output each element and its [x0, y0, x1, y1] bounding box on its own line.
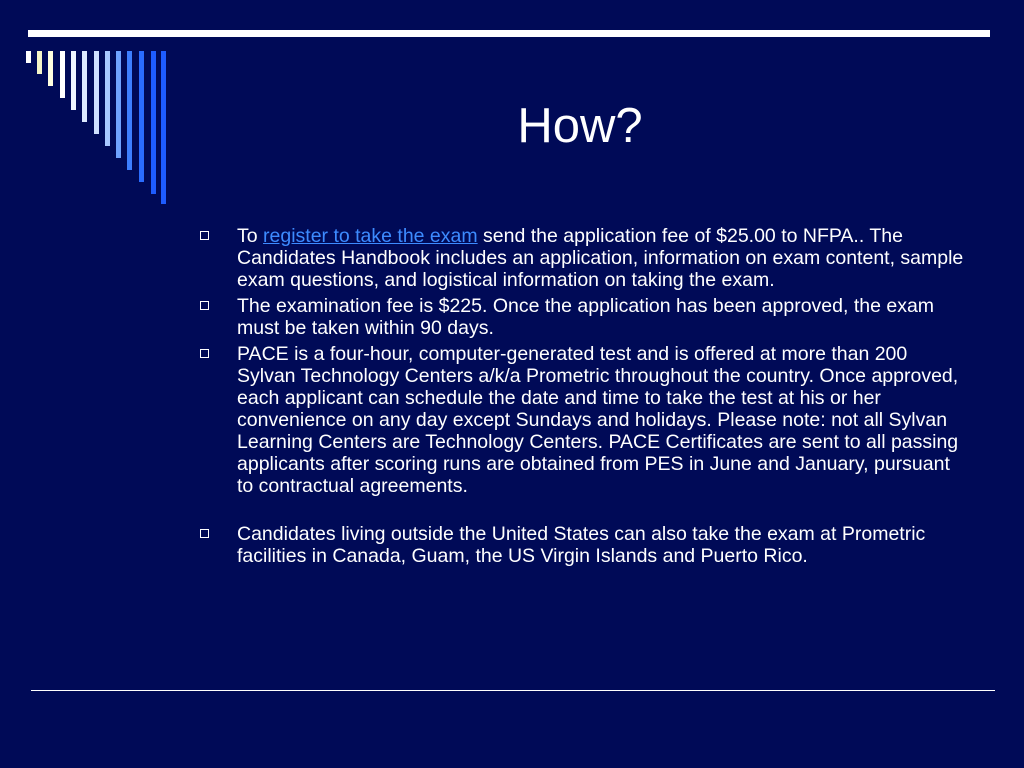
- bullet-item-fee: [200, 295, 970, 339]
- square-bullet-icon: [200, 349, 209, 358]
- bullet-text: PACE is a four-hour, computer-generated test and is offered at more than 200 Sylvan Technology Centers a/k/a Prometric throughout the country. Once approved, each applicant can schedule the date and time to take the test at his or her convenience on any day except Sundays and holidays. Please note: not all Sylvan Learning Centers are Technology Centers. PACE Certificates are sent to all passing applicants after scoring runs are obtained from PES in June and January, pursuant to contractual agreements.: [237, 343, 959, 497]
- decorative-bar: [71, 51, 76, 110]
- decorative-bar: [151, 51, 156, 194]
- decorative-bar: [127, 51, 132, 170]
- bullet-text: Candidates living outside the United States can also take the exam at Prometric facilities in Canada, Guam, the US Virgin Islands and Puerto Rico.: [237, 523, 926, 567]
- bullet-item-international: [200, 523, 970, 567]
- bullet-item-register: [200, 225, 970, 291]
- decorative-bar: [161, 51, 166, 204]
- decorative-bar: [60, 51, 65, 98]
- slide-title: How?: [517, 99, 643, 153]
- decorative-bar: [82, 51, 87, 122]
- square-bullet-icon: [200, 301, 209, 310]
- bullet-item-pace: [200, 343, 970, 497]
- bullet-text: send the application fee of $25.00 to NFPA.. The Candidates Handbook includes an application, information on exam content, sample exam questions, and logistical information on taking the exam.: [237, 225, 964, 291]
- decorative-bar: [105, 51, 110, 146]
- decorative-bar: [26, 51, 31, 63]
- register-exam-link[interactable]: register to take the exam: [263, 225, 478, 247]
- bottom-rule: [31, 690, 995, 691]
- decorative-bar: [94, 51, 99, 134]
- decorative-bar: [139, 51, 144, 182]
- square-bullet-icon: [200, 231, 209, 240]
- decorative-bar: [48, 51, 53, 86]
- bullet-text: The examination fee is $225. Once the application has been approved, the exam must be taken within 90 days.: [237, 295, 935, 339]
- decorative-bar: [37, 51, 42, 74]
- bullet-list: [200, 225, 970, 571]
- bullet-prefix-text: To: [237, 225, 264, 247]
- decorative-bars: [0, 0, 180, 220]
- decorative-bar: [116, 51, 121, 158]
- square-bullet-icon: [200, 529, 209, 538]
